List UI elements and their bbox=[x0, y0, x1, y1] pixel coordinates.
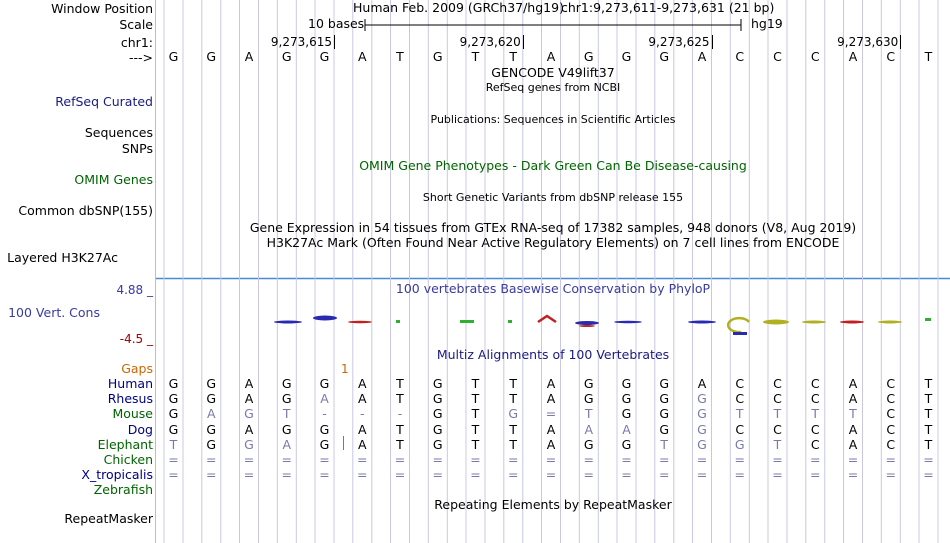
aligned-base: G bbox=[697, 421, 707, 437]
base-letter: T bbox=[471, 49, 480, 64]
aligned-base: = bbox=[508, 467, 519, 483]
aligned-base: A bbox=[357, 421, 367, 437]
aligned-base: A bbox=[357, 376, 367, 391]
aligned-base: = bbox=[168, 452, 179, 467]
assembly-title: Human Feb. 2009 (GRCh37/hg19) bbox=[353, 0, 564, 15]
base-letter: G bbox=[583, 49, 594, 64]
aligned-base: A bbox=[282, 436, 292, 452]
scale-text: 10 bases bbox=[308, 16, 365, 31]
aligned-base: G bbox=[508, 406, 519, 422]
base-letter: T bbox=[396, 49, 404, 64]
sequences-label[interactable]: Sequences bbox=[84, 125, 153, 140]
repeatmasker-track-title[interactable]: Repeating Elements by RepeatMasker bbox=[434, 497, 672, 512]
aligned-base: C bbox=[810, 391, 820, 407]
aligned-base: T bbox=[396, 391, 404, 407]
aligned-base: G bbox=[697, 391, 707, 407]
aligned-base: C bbox=[773, 421, 782, 437]
gencode-track-title[interactable]: GENCODE V49lift37 bbox=[491, 65, 615, 80]
aligned-base: = bbox=[243, 452, 255, 467]
gap-marker: 1 bbox=[341, 362, 349, 376]
phylop-track-title[interactable]: 100 vertebrates Basewise Conservation by PhyloP bbox=[395, 281, 711, 296]
aligned-base: = bbox=[206, 452, 217, 467]
aligned-base: = bbox=[621, 452, 632, 467]
aligned-base: = bbox=[545, 467, 557, 483]
position-tick-mark bbox=[712, 35, 713, 49]
aligned-base: - bbox=[359, 406, 365, 422]
dbsnp-track-title[interactable]: Short Genetic Variants from dbSNP release 155 bbox=[422, 191, 684, 204]
aligned-base: T bbox=[811, 406, 820, 422]
aligned-base: G bbox=[206, 391, 217, 407]
aligned-base: G bbox=[697, 406, 707, 422]
aligned-base: C bbox=[735, 421, 745, 437]
position-tick-label: 9,273,620 bbox=[459, 35, 521, 49]
base-letter: A bbox=[546, 49, 556, 64]
aligned-base: T bbox=[396, 376, 404, 391]
aligned-base: G bbox=[583, 436, 594, 452]
aligned-base: G bbox=[168, 406, 179, 422]
aligned-base: C bbox=[773, 391, 782, 407]
common-dbsnp-label[interactable]: Common dbSNP(155) bbox=[18, 203, 153, 218]
aligned-base: = bbox=[847, 467, 859, 483]
aligned-base: = bbox=[394, 467, 406, 483]
aligned-base: = bbox=[923, 452, 934, 467]
aligned-base: = bbox=[319, 467, 330, 483]
position-tick-mark bbox=[900, 35, 901, 49]
aligned-base: G bbox=[432, 391, 443, 407]
aligned-base: G bbox=[281, 391, 292, 407]
aligned-base: G bbox=[583, 376, 594, 391]
aligned-base: G bbox=[281, 376, 292, 391]
aligned-base: C bbox=[773, 376, 782, 391]
aligned-base: = bbox=[470, 452, 481, 467]
base-letter: G bbox=[659, 49, 670, 64]
aligned-base: C bbox=[810, 376, 820, 391]
aligned-base: T bbox=[471, 421, 480, 437]
aligned-base: T bbox=[471, 436, 480, 452]
species-label[interactable]: Rhesus bbox=[107, 391, 153, 407]
aligned-base: = bbox=[885, 467, 896, 483]
aligned-base: G bbox=[319, 376, 330, 391]
aligned-base: = bbox=[696, 467, 708, 483]
base-letter: A bbox=[357, 49, 367, 64]
aligned-base: T bbox=[471, 376, 480, 391]
aligned-base: C bbox=[735, 376, 745, 391]
aligned-base: A bbox=[357, 436, 367, 452]
aligned-base: T bbox=[169, 436, 178, 452]
aligned-base: T bbox=[471, 391, 480, 407]
aligned-base: C bbox=[886, 391, 896, 407]
aligned-base: = bbox=[583, 467, 594, 483]
aligned-base: A bbox=[244, 421, 254, 437]
species-label[interactable]: Zebrafish bbox=[93, 482, 153, 498]
cons-max-label: 4.88 _ bbox=[116, 283, 153, 297]
species-label[interactable]: Chicken bbox=[103, 452, 153, 467]
aligned-base: G bbox=[659, 391, 670, 407]
aligned-base: G bbox=[621, 436, 632, 452]
aligned-base: T bbox=[924, 436, 933, 452]
repeatmasker-label[interactable]: RepeatMasker bbox=[64, 511, 153, 526]
base-letter: G bbox=[206, 49, 217, 64]
aligned-base: A bbox=[848, 391, 858, 407]
aligned-base: = bbox=[432, 452, 443, 467]
aligned-base: A bbox=[697, 376, 707, 391]
aligned-base: = bbox=[432, 467, 443, 483]
aligned-base: T bbox=[924, 406, 933, 422]
aligned-base: T bbox=[471, 406, 480, 422]
aligned-base: = bbox=[583, 452, 594, 467]
aligned-base: T bbox=[509, 376, 518, 391]
aligned-base: G bbox=[432, 436, 443, 452]
h3k27ac-track-title[interactable]: H3K27Ac Mark (Often Found Near Active Regulatory Elements) on 7 cell lines from ENCODE bbox=[266, 235, 840, 250]
aligned-base: = bbox=[734, 452, 745, 467]
aligned-base: = bbox=[357, 467, 368, 483]
aligned-base: G bbox=[432, 421, 443, 437]
aligned-base: A bbox=[848, 421, 858, 437]
aligned-base: G bbox=[432, 406, 443, 422]
aligned-base: A bbox=[622, 421, 631, 437]
aligned-base: - bbox=[322, 406, 327, 422]
aligned-base: = bbox=[659, 467, 670, 483]
aligned-base: T bbox=[396, 436, 404, 452]
base-letter: T bbox=[509, 49, 518, 64]
base-letter: G bbox=[621, 49, 632, 64]
base-letter: C bbox=[735, 49, 745, 64]
species-label[interactable]: Mouse bbox=[112, 406, 153, 422]
aligned-base: = bbox=[508, 452, 519, 467]
aligned-base: G bbox=[697, 436, 707, 452]
aligned-base: G bbox=[621, 406, 632, 422]
aligned-base: A bbox=[546, 391, 556, 407]
aligned-base: = bbox=[772, 452, 783, 467]
aligned-base: = bbox=[168, 467, 179, 483]
gtex-track-title[interactable]: Gene Expression in 54 tissues from GTEx RNA-seq of 17382 samples, 948 donors (V8, Aug 2019) bbox=[249, 220, 857, 235]
aligned-base: A bbox=[546, 421, 556, 437]
aligned-base: = bbox=[394, 452, 406, 467]
aligned-base: G bbox=[734, 436, 745, 452]
species-label[interactable]: Human bbox=[107, 376, 153, 391]
aligned-base: C bbox=[886, 406, 896, 422]
aligned-base: G bbox=[659, 406, 670, 422]
base-letter: T bbox=[924, 49, 933, 64]
aligned-base: T bbox=[509, 436, 518, 452]
aligned-base: T bbox=[584, 406, 593, 422]
aligned-base: C bbox=[810, 421, 820, 437]
species-label[interactable]: X_tropicalis bbox=[81, 467, 153, 483]
aligned-base: G bbox=[206, 376, 217, 391]
aligned-base: G bbox=[168, 391, 179, 407]
publications-track-title[interactable]: Publications: Sequences in Scientific Articles bbox=[430, 113, 676, 126]
cons-min-label: -4.5 _ bbox=[119, 332, 153, 346]
aligned-base: = bbox=[319, 452, 330, 467]
aligned-base: T bbox=[735, 406, 744, 422]
aligned-base: G bbox=[659, 421, 670, 437]
aligned-base: G bbox=[583, 391, 594, 407]
base-letter: C bbox=[773, 49, 782, 64]
aligned-base: T bbox=[773, 406, 782, 422]
aligned-base: = bbox=[243, 467, 255, 483]
refseq-curated-label[interactable]: RefSeq Curated bbox=[55, 94, 153, 109]
aligned-base: T bbox=[660, 436, 669, 452]
omim-track-title[interactable]: OMIM Gene Phenotypes - Dark Green Can Be Disease-causing bbox=[359, 158, 747, 173]
aligned-base: G bbox=[319, 421, 330, 437]
aligned-base: T bbox=[282, 406, 291, 422]
aligned-base: A bbox=[357, 391, 367, 407]
base-letter: G bbox=[168, 49, 179, 64]
aligned-base: A bbox=[320, 391, 329, 407]
aligned-base: G bbox=[168, 421, 179, 437]
aligned-base: = bbox=[357, 452, 368, 467]
aligned-base: T bbox=[773, 436, 782, 452]
chr-label: chr1: bbox=[120, 35, 153, 50]
aligned-base: C bbox=[735, 391, 745, 407]
aligned-base: = bbox=[734, 467, 745, 483]
refseq-track-desc[interactable]: RefSeq genes from NCBI bbox=[485, 81, 621, 94]
aligned-base: = bbox=[545, 406, 557, 422]
base-letter: A bbox=[244, 49, 254, 64]
base-letter: G bbox=[432, 49, 443, 64]
aligned-base: G bbox=[206, 436, 217, 452]
aligned-base: A bbox=[206, 406, 216, 422]
aligned-base: G bbox=[206, 421, 217, 437]
aligned-base: A bbox=[546, 436, 556, 452]
aligned-base: G bbox=[244, 406, 254, 422]
gaps-label[interactable]: Gaps bbox=[121, 361, 153, 376]
aligned-base: A bbox=[848, 376, 858, 391]
multiz-track-title[interactable]: Multiz Alignments of 100 Vertebrates bbox=[436, 347, 670, 362]
aligned-base: T bbox=[924, 391, 933, 407]
gap-insert-line bbox=[343, 436, 344, 450]
aligned-base: - bbox=[397, 406, 403, 422]
aligned-base: = bbox=[772, 467, 783, 483]
scale-label: Scale bbox=[119, 17, 153, 32]
aligned-base: G bbox=[621, 376, 632, 391]
base-letter: G bbox=[281, 49, 292, 64]
aligned-base: G bbox=[659, 376, 670, 391]
aligned-base: C bbox=[886, 436, 896, 452]
aligned-base: G bbox=[621, 391, 632, 407]
position-tick-mark bbox=[334, 35, 335, 49]
window-position-label: Window Position bbox=[51, 1, 153, 16]
base-letter: C bbox=[886, 49, 896, 64]
aligned-base: A bbox=[584, 421, 594, 437]
position-tick-label: 9,273,630 bbox=[837, 35, 899, 49]
aligned-base: = bbox=[470, 467, 481, 483]
position-tick-label: 9,273,625 bbox=[648, 35, 710, 49]
aligned-base: T bbox=[509, 421, 518, 437]
omim-genes-label[interactable]: OMIM Genes bbox=[74, 172, 153, 187]
layered-h3k27ac-label[interactable]: Layered H3K27Ac bbox=[7, 250, 118, 265]
base-letter: G bbox=[319, 49, 330, 64]
aligned-base: C bbox=[886, 376, 896, 391]
base-letter: C bbox=[810, 49, 820, 64]
position-tick-label: 9,273,615 bbox=[270, 35, 332, 49]
aligned-base: = bbox=[281, 452, 292, 467]
aligned-base: = bbox=[810, 452, 821, 467]
position-range: chr1:9,273,611-9,273,631 (21 bp) bbox=[561, 0, 775, 15]
position-tick-mark bbox=[523, 35, 524, 49]
aligned-base: = bbox=[621, 467, 632, 483]
aligned-base: G bbox=[432, 376, 443, 391]
strand-label[interactable]: ---> bbox=[128, 50, 153, 65]
aligned-base: T bbox=[924, 421, 933, 437]
aligned-base: C bbox=[810, 436, 820, 452]
aligned-base: = bbox=[281, 467, 292, 483]
aligned-base: G bbox=[244, 436, 254, 452]
base-letter: A bbox=[848, 49, 858, 64]
aligned-base: A bbox=[546, 376, 556, 391]
aligned-base: = bbox=[659, 452, 670, 467]
aligned-base: = bbox=[810, 467, 821, 483]
aligned-base: T bbox=[849, 406, 857, 422]
aligned-base: A bbox=[244, 376, 254, 391]
aligned-base: A bbox=[244, 391, 254, 407]
aligned-base: C bbox=[886, 421, 896, 437]
aligned-base: G bbox=[168, 376, 179, 391]
species-label[interactable]: Elephant bbox=[97, 436, 153, 452]
base-letter: A bbox=[697, 49, 707, 64]
aligned-base: = bbox=[206, 467, 217, 483]
aligned-base: = bbox=[545, 452, 557, 467]
aligned-base: T bbox=[396, 421, 404, 437]
snps-label[interactable]: SNPs bbox=[121, 141, 153, 156]
aligned-base: T bbox=[924, 376, 933, 391]
scale-db: hg19 bbox=[751, 16, 783, 31]
aligned-base: = bbox=[923, 467, 934, 483]
aligned-base: = bbox=[696, 452, 708, 467]
species-label[interactable]: Dog bbox=[127, 421, 153, 437]
aligned-base: G bbox=[319, 436, 330, 452]
cons-label[interactable]: 100 Vert. Cons bbox=[8, 305, 100, 320]
aligned-base: G bbox=[281, 421, 292, 437]
aligned-base: = bbox=[847, 452, 859, 467]
aligned-base: T bbox=[509, 391, 518, 407]
aligned-base: A bbox=[848, 436, 858, 452]
aligned-base: = bbox=[885, 452, 896, 467]
